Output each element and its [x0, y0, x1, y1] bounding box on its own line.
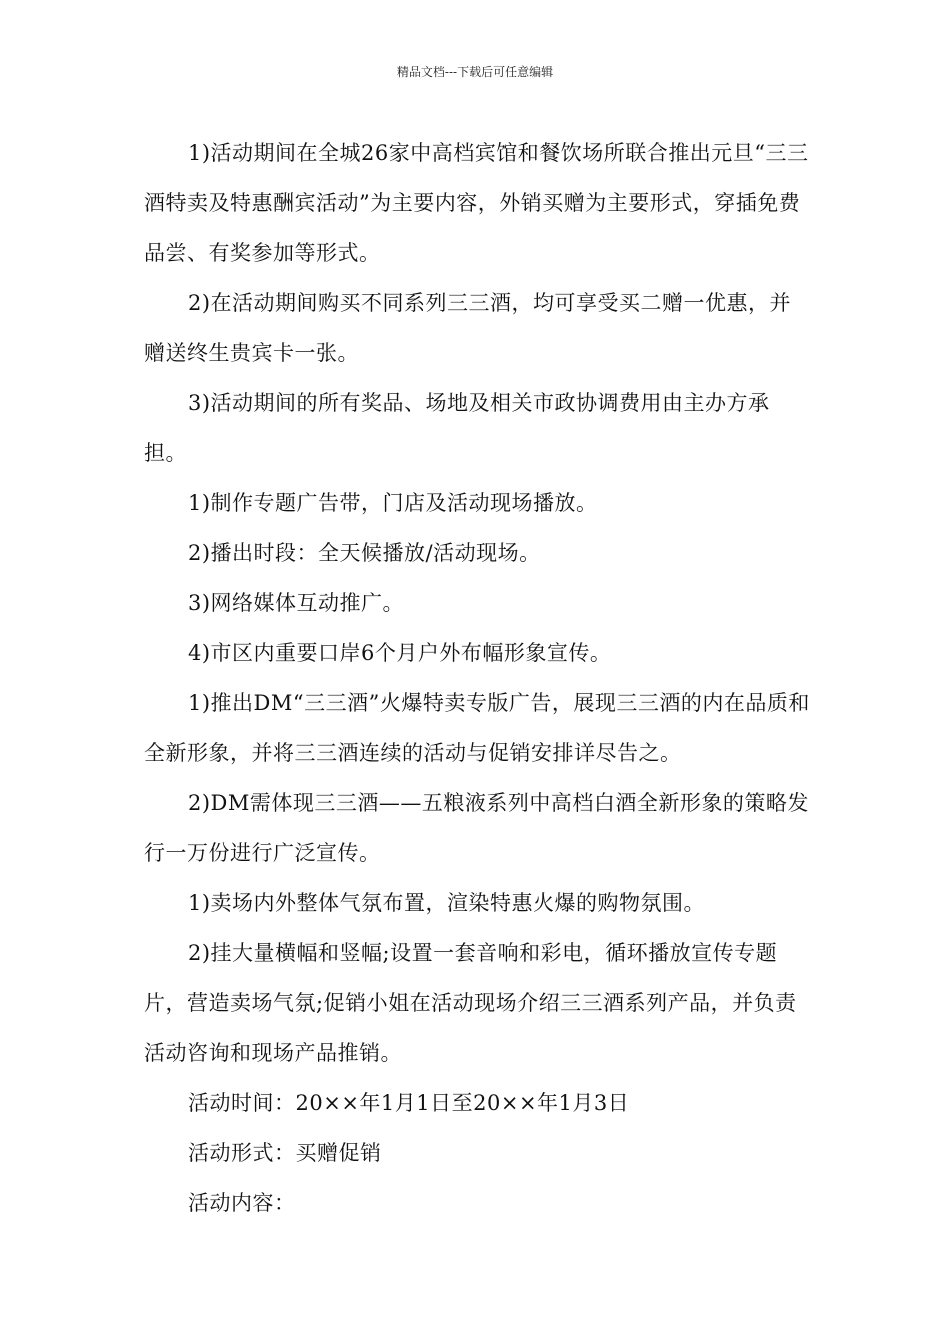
page-header: 精品文档---下载后可任意编辑 — [396, 65, 554, 79]
paragraph-event-content: 活动内容： — [188, 1191, 296, 1215]
paragraph-dm-ad: 1)推出DM“三三酒”火爆特卖专版广告，展现三三酒的内在品质和全新形象，并将三三酒连续的活动与促销安排详尽告之。 — [144, 691, 810, 765]
paragraph-dm-strategy: 2)DM需体现三三酒——五粮液系列中高档白酒全新形象的策略发行一万份进行广泛宣传。 — [144, 791, 809, 865]
paragraph-ad-tape: 1)制作专题广告带，门店及活动现场播放。 — [188, 491, 598, 515]
paragraph-online-media: 3)网络媒体互动推广。 — [188, 591, 405, 615]
paragraph-promo-content: 1)活动期间在全城26家中高档宾馆和餐饮场所联合推出元旦“三三酒特卖及特惠酬宾活动”为主要内容，外销买赠为主要形式，穿插免费品尝、有奖参加等形式。 — [144, 141, 809, 265]
paragraph-event-form: 活动形式：买赠促销 — [188, 1141, 382, 1165]
paragraph-store-atmosphere: 1)卖场内外整体气氛布置，渲染特惠火爆的购物氛围。 — [188, 891, 706, 915]
paragraph-outdoor-banner: 4)市区内重要口岸6个月户外布幅形象宣传。 — [188, 641, 612, 665]
paragraph-buy-two-get-one: 2)在活动期间购买不同系列三三酒，均可享受买二赠一优惠，并赠送终生贵宾卡一张。 — [144, 291, 792, 365]
paragraph-costs: 3)活动期间的所有奖品、场地及相关市政协调费用由主办方承担。 — [144, 391, 770, 465]
paragraph-broadcast-time: 2)播出时段：全天候播放/活动现场。 — [188, 541, 541, 565]
paragraph-event-time: 活动时间：20××年1月1日至20××年1月3日 — [188, 1091, 630, 1115]
paragraph-banners-audio: 2)挂大量横幅和竖幅;设置一套音响和彩电，循环播放宣传专题片，营造卖场气氛;促销小姐在活动现场介绍三三酒系列产品，并负责活动咨询和现场产品推销。 — [144, 941, 797, 1065]
document-body — [144, 128, 812, 1228]
